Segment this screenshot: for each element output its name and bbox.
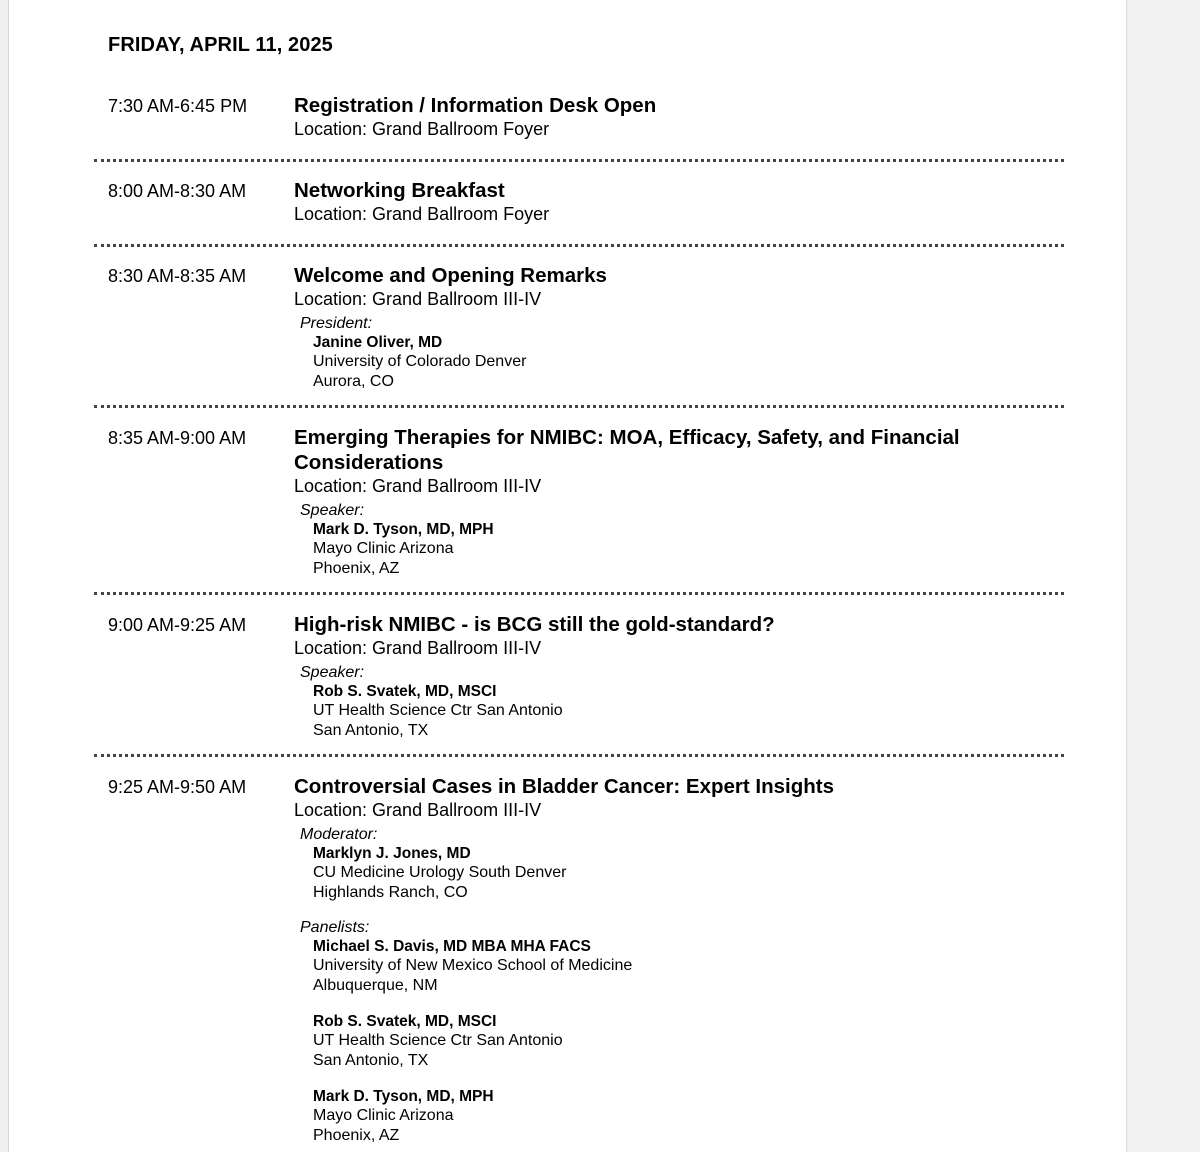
session-content [294,178,1034,225]
person-name: Janine Oliver, MD [313,334,443,351]
session-content [294,612,1034,740]
session-content [294,425,1034,578]
session-location: Location: Grand Ballroom III-IV [294,476,542,496]
person-entry [294,682,1034,740]
role-group-speaker [294,663,1034,740]
person-institution: Mayo Clinic Arizona [313,1107,454,1124]
role-label: President: [300,315,373,332]
person-city: Albuquerque, NM [313,976,438,994]
session-time: 8:30 AM-8:35 AM [108,266,247,286]
session-content [294,93,1034,140]
person-name: Rob S. Svatek, MD, MSCI [313,1013,497,1030]
person-institution: UT Health Science Ctr San Antonio [313,1032,563,1049]
session-location: Location: Grand Ballroom Foyer [294,204,550,224]
person-entry [294,937,1034,995]
role-label: Speaker: [300,664,365,681]
session-title: Registration / Information Desk Open [294,94,657,117]
person-institution: University of Colorado Denver [313,353,527,370]
session-title: High-risk NMIBC - is BCG still the gold-standard? [294,613,775,636]
role-group-president [294,314,1034,391]
person-institution: University of New Mexico School of Medicine [313,957,633,974]
person-name: Marklyn J. Jones, MD [313,845,471,862]
page-left-border [0,0,9,1152]
person-name: Rob S. Svatek, MD, MSCI [313,683,497,700]
role-label: Moderator: [300,826,378,843]
session-time: 8:35 AM-9:00 AM [108,428,247,448]
person-entry [294,1087,1034,1145]
session-title: Networking Breakfast [294,179,505,202]
person-city: Aurora, CO [313,372,394,390]
session-location: Location: Grand Ballroom III-IV [294,800,542,820]
day-heading: FRIDAY, APRIL 11, 2025 [108,34,333,56]
person-entry [294,844,1034,902]
session-location: Location: Grand Ballroom III-IV [294,289,542,309]
dotted-divider [94,244,1064,247]
role-group-panelists [294,918,1034,1145]
scrollbar-gutter[interactable] [1126,0,1200,1152]
session-time: 7:30 AM-6:45 PM [108,96,248,116]
role-label: Panelists: [300,919,370,936]
session-location: Location: Grand Ballroom III-IV [294,638,542,658]
person-institution: UT Health Science Ctr San Antonio [313,702,563,719]
role-label: Speaker: [300,502,365,519]
role-group-speaker [294,501,1034,578]
dotted-divider [94,159,1064,162]
session-location: Location: Grand Ballroom Foyer [294,119,550,139]
session-time: 9:00 AM-9:25 AM [108,615,247,635]
session-time: 9:25 AM-9:50 AM [108,777,247,797]
person-city: Phoenix, AZ [313,559,400,577]
person-name: Mark D. Tyson, MD, MPH [313,1088,494,1105]
session-time: 8:00 AM-8:30 AM [108,181,247,201]
dotted-divider [94,405,1064,408]
session-content [294,774,1034,1145]
session-title: Controversial Cases in Bladder Cancer: Expert Insights [294,775,834,798]
person-entry [294,1012,1034,1070]
person-city: Phoenix, AZ [313,1126,400,1144]
person-city: San Antonio, TX [313,1051,429,1069]
session-content [294,263,1034,391]
person-city: San Antonio, TX [313,721,429,739]
person-institution: Mayo Clinic Arizona [313,540,454,557]
person-institution: CU Medicine Urology South Denver [313,864,567,881]
person-entry [294,520,1034,578]
session-title: Emerging Therapies for NMIBC: MOA, Efficacy, Safety, and Financial Considerations [294,426,960,474]
dotted-divider [94,754,1064,757]
person-name: Mark D. Tyson, MD, MPH [313,521,494,538]
person-city: Highlands Ranch, CO [313,883,468,901]
session-title: Welcome and Opening Remarks [294,264,607,287]
role-group-moderator [294,825,1034,902]
person-entry [294,333,1034,391]
person-name: Michael S. Davis, MD MBA MHA FACS [313,938,591,955]
dotted-divider [94,592,1064,595]
